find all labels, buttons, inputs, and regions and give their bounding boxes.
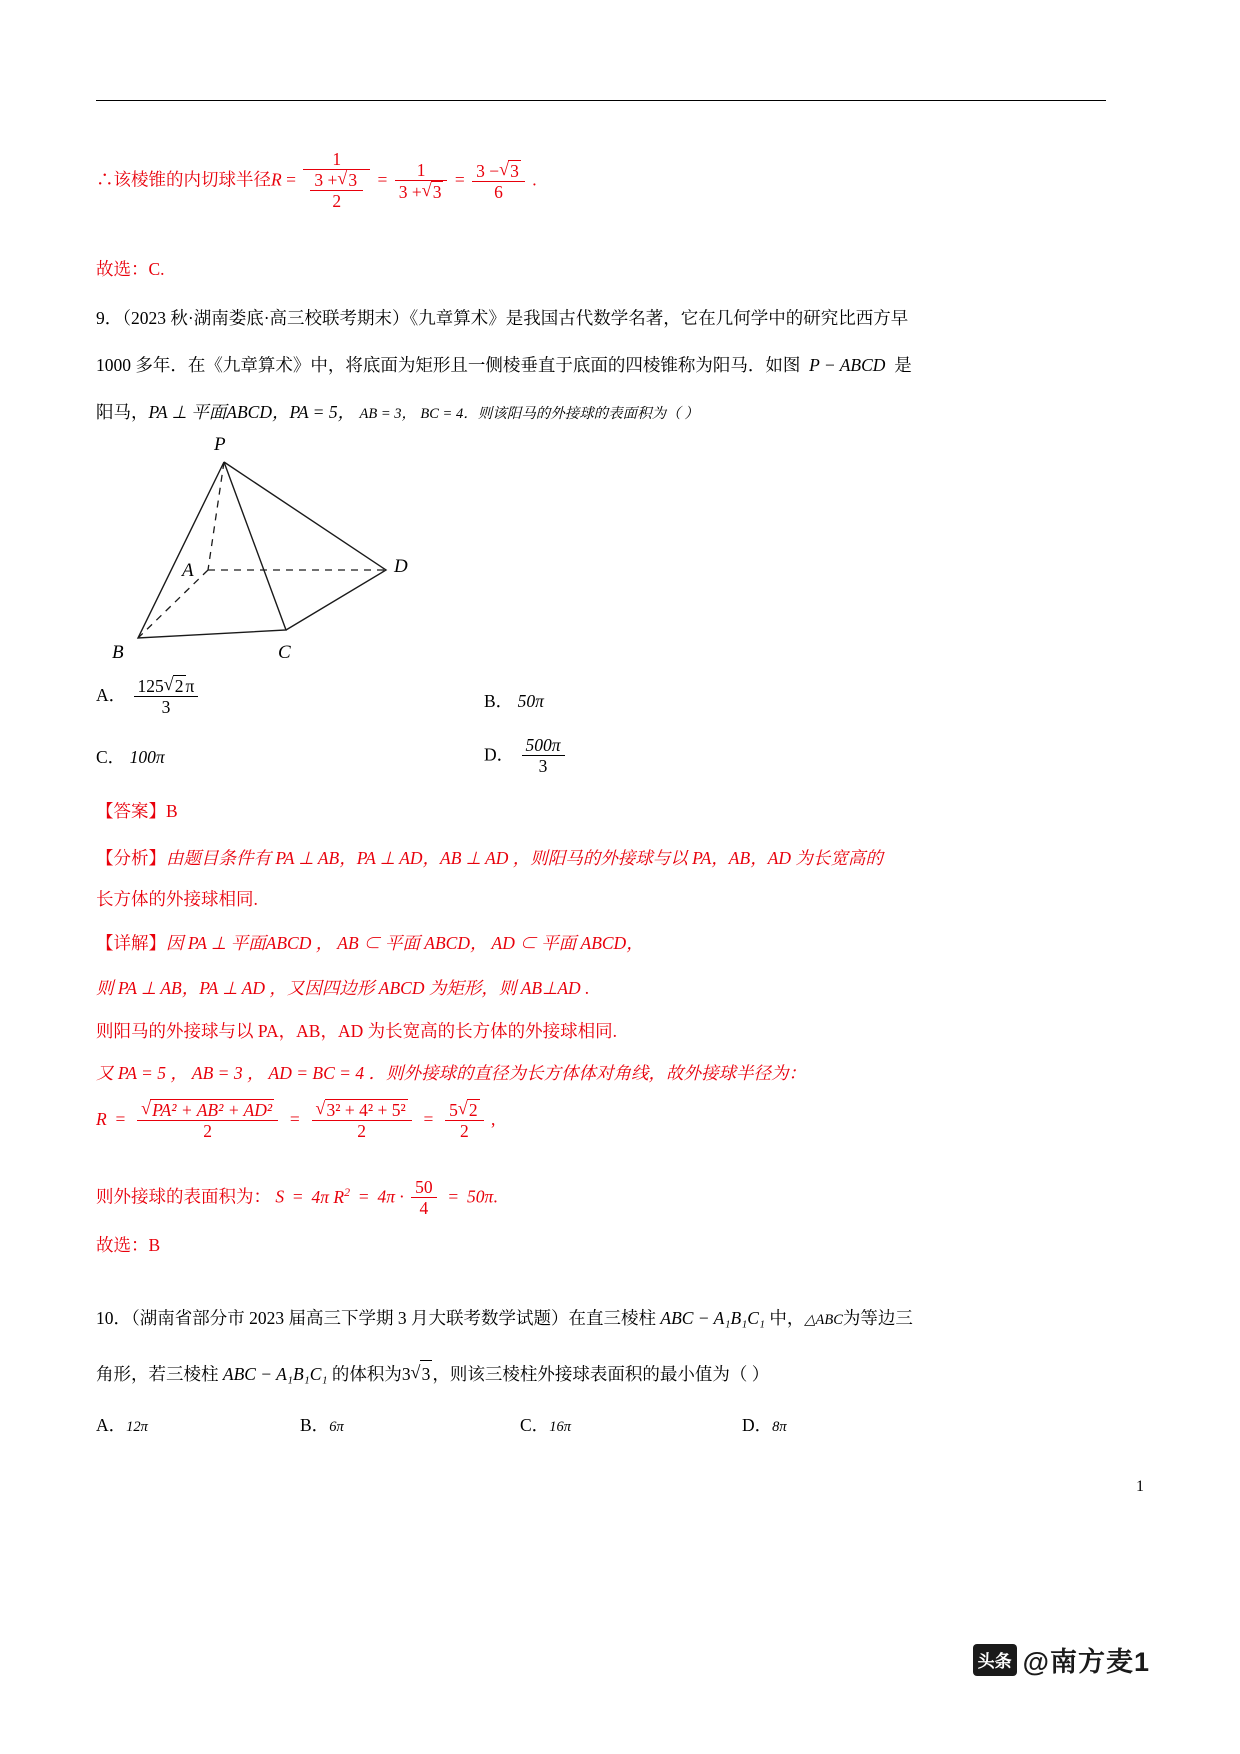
formula-fraction-1 <box>137 1099 278 1141</box>
q9-answer-tag: 【答案】 <box>96 801 166 821</box>
q9-option-c-label: C． <box>96 747 126 767</box>
question-10-source: （湖南省部分市 2023 届高三下学期 3 月大联考数学试题） <box>131 1308 569 1328</box>
surface-eq1: = <box>292 1186 303 1207</box>
q10-option-d-label: D． <box>742 1415 773 1435</box>
q9-option-d-label: D． <box>484 744 515 765</box>
num-pi: π <box>185 676 195 696</box>
surface-S: S <box>275 1186 285 1207</box>
inscribed-radius-formula <box>96 150 537 213</box>
question-9-source: （2023 秋·湖南娄底·高三校联考期末） <box>122 308 410 328</box>
sqrt-icon <box>316 1099 408 1120</box>
sqrt-content: PA² + AB² + AD² <box>152 1100 273 1120</box>
question-10-line-2 <box>96 1360 769 1387</box>
q9-option-c-value: 100π <box>129 747 165 767</box>
q9-option-d-value <box>522 735 565 776</box>
question-10-line-1 <box>96 1305 913 1332</box>
watermark-text: @南方麦1 <box>1022 1647 1150 1677</box>
sqrt-content: 3 <box>348 170 358 191</box>
q10-text-b: 中， <box>769 1308 805 1328</box>
q9-analysis-tag: 【分析】 <box>96 848 166 868</box>
fraction-denominator: 2 <box>137 1120 278 1141</box>
q9-option-d[interactable] <box>484 736 568 777</box>
nested-fraction <box>310 169 363 211</box>
sqrt-content: 3 <box>432 181 442 202</box>
question-9-number: 9 <box>96 308 105 328</box>
radius-fraction-1 <box>303 149 370 212</box>
sqrt-content: 2 <box>468 1100 478 1120</box>
q9-answer-row <box>96 798 178 824</box>
q10-option-a-label: A． <box>96 1415 127 1435</box>
question-9-text-1: 《九章算术》是我国古代数学名著，它在几何学中的研究比西方早 <box>409 308 909 328</box>
header-rule <box>96 100 1106 101</box>
fraction-numerator: 1 <box>416 159 426 180</box>
page-number: 1 <box>1136 1478 1144 1495</box>
q10-option-a[interactable] <box>96 1412 148 1437</box>
q9-detail-line-2 <box>96 975 589 1001</box>
q9-detail-line-3: 则阳马的外接球与以 PA，AB，AD 为长宽高的长方体的外接球相同. <box>96 1021 617 1041</box>
question-9-solid-label: P − ABCD <box>809 355 886 375</box>
sqrt-content: 3 <box>510 160 519 181</box>
surface-eq3: = <box>448 1186 459 1207</box>
q10-l2-c: ，则该三棱柱外接球表面积的最小值为（ ） <box>432 1364 770 1384</box>
label-D: D <box>394 556 408 577</box>
question-9-line-1 <box>96 305 908 331</box>
q9-final-answer: 故选：B <box>96 1235 161 1255</box>
watermark-badge: 头条 <box>973 1644 1017 1676</box>
q10-text-a: 在直三棱柱 <box>568 1308 656 1328</box>
radius-fraction-3 <box>472 160 525 202</box>
radius-var: R <box>271 169 282 190</box>
fraction-denominator <box>395 180 448 202</box>
nested-num-text: 3 + <box>314 170 338 191</box>
q10-option-c[interactable] <box>520 1412 571 1437</box>
sqrt-icon <box>499 160 521 181</box>
q10-option-b-value: 6π <box>329 1419 344 1435</box>
question-9-text-2-end: 是 <box>894 355 912 375</box>
q9-detail-tag: 【详解】 <box>96 933 166 953</box>
sqrt-icon <box>337 169 359 190</box>
q9-option-a[interactable] <box>96 676 201 718</box>
q9-l3-c: PA = 5， <box>289 402 356 422</box>
q10-option-d[interactable] <box>742 1412 787 1437</box>
q9-answer-value: B <box>166 801 178 821</box>
den-text: 3 + <box>398 181 422 202</box>
q10-option-d-value: 8π <box>772 1419 787 1435</box>
label-A: A <box>182 560 194 581</box>
nested-denominator: 2 <box>310 190 363 211</box>
fraction-numerator: 500π <box>525 735 561 755</box>
radius-eq1: = <box>286 169 296 190</box>
question-9-line-3 <box>96 399 699 426</box>
surface-term-2: 4π · <box>377 1186 404 1207</box>
q9-option-b-value: 50π <box>517 691 544 711</box>
formula-eq1: = <box>115 1109 126 1130</box>
q9-detail-text-4: 又 PA = 5 ， AB = 3 ， AD = BC = 4 ．则外接球的直径为长方体体对角线，故外接球半径为： <box>96 1063 806 1083</box>
q10-l2-b: 的体积为 <box>331 1364 402 1384</box>
surface-fraction <box>411 1177 437 1218</box>
q10-volume-coef: 3 <box>401 1364 411 1384</box>
q10-prism-label-2: ABC − A₁B₁C₁ <box>222 1364 328 1384</box>
sqrt-content: 3 <box>420 1360 433 1387</box>
q10-triangle-label: △ABC <box>804 1312 843 1328</box>
q9-option-a-value <box>134 675 199 717</box>
surface-prefix: 则外接球的表面积为： <box>96 1186 271 1207</box>
q9-formula-radius <box>96 1100 495 1142</box>
q9-l3-a: 阳马， <box>96 402 149 422</box>
q9-l3-d: AB = 3， <box>359 406 416 422</box>
num-coef: 125 <box>137 676 164 696</box>
num-text: 3 − <box>476 160 500 181</box>
q9-option-c[interactable] <box>96 744 165 769</box>
fraction-numerator <box>445 1099 484 1120</box>
radius-prefix: ∴该棱锥的内切球半径 <box>96 169 271 190</box>
q10-prism-label-1: ABC − A₁B₁C₁ <box>660 1308 765 1328</box>
q9-analysis-line-1 <box>96 845 883 871</box>
watermark <box>973 1640 1150 1680</box>
fraction-numerator <box>134 675 199 696</box>
q9-l3-e: BC = 4．则该阳马的外接球的表面积为（ ） <box>420 406 699 422</box>
sqrt-content: 2 <box>174 676 184 696</box>
q9-option-b-label: B． <box>484 691 514 711</box>
q9-analysis-text-1: 由题目条件有 PA ⊥ AB，PA ⊥ AD，AB ⊥ AD ，则阳马的外接球与以 PA，AB，AD 为长宽高的 <box>166 848 883 868</box>
q10-l2-a: 角形，若三棱柱 <box>96 1364 219 1384</box>
radius-period: . <box>532 169 537 190</box>
q9-dot: ． <box>104 308 123 328</box>
pyramid-figure <box>96 430 516 670</box>
fraction-denominator: 3 <box>134 696 199 717</box>
formula-lhs: R <box>96 1109 107 1130</box>
surface-result: 50π <box>466 1186 494 1207</box>
q9-surface-area-line <box>96 1178 498 1219</box>
sqrt-icon <box>164 675 186 696</box>
label-P: P <box>214 434 226 455</box>
q10-text-c: 为等边三 <box>842 1308 913 1328</box>
q10-dot: ． <box>113 1308 131 1328</box>
q10-option-c-label: C． <box>520 1415 550 1435</box>
formula-fraction-3 <box>445 1099 484 1141</box>
question-9-line-2 <box>96 352 912 378</box>
q9-option-b[interactable] <box>484 688 544 713</box>
question-10-number: 10 <box>96 1308 114 1328</box>
sqrt-icon <box>458 1099 480 1120</box>
question-9-text-2: 1000 多年．在《九章算术》中，将底面为矩形且一侧棱垂直于底面的四棱锥称为阳马．如图 <box>96 355 801 375</box>
nested-numerator <box>310 169 363 190</box>
fraction-denominator: 2 <box>445 1120 484 1141</box>
q9-detail-text-1: 因 PA ⊥ 平面ABCD ， AB ⊂ 平面 ABCD， AD ⊂ 平面 ABCD， <box>166 933 644 953</box>
fraction-denominator <box>303 169 370 212</box>
fraction-denominator: 4 <box>411 1197 437 1218</box>
q10-option-b[interactable] <box>300 1412 344 1437</box>
q9-detail-text-2: 则 PA ⊥ AB，PA ⊥ AD ，又因四边形 ABCD 为矩形，则 AB⊥AD . <box>96 978 590 998</box>
q9-option-a-label: A． <box>96 685 127 706</box>
label-B: B <box>112 642 124 663</box>
fraction-numerator <box>312 1099 412 1120</box>
surface-eq2: = <box>358 1186 369 1207</box>
sqrt-content: 3² + 4² + 5² <box>326 1100 406 1120</box>
fraction-numerator <box>137 1099 278 1120</box>
radius-eq2: = <box>377 169 388 190</box>
q9-detail-line-1 <box>96 930 644 956</box>
fraction-numerator: 50 <box>415 1177 433 1197</box>
q10-option-b-label: B． <box>300 1415 330 1435</box>
fraction-numerator <box>472 160 525 181</box>
pyramid-svg <box>96 430 516 670</box>
radius-fraction-2 <box>395 160 448 202</box>
radius-eq3: = <box>454 169 465 190</box>
formula-fraction-2 <box>312 1099 412 1141</box>
q9-detail-line-4 <box>96 1060 806 1086</box>
formula-eq3: = <box>423 1109 434 1130</box>
q9-analysis-line-2: 长方体的外接球相同. <box>96 889 258 909</box>
q10-option-c-value: 16π <box>549 1419 571 1435</box>
formula-eq2: = <box>289 1109 300 1130</box>
answer-choice-c: 故选：C. <box>96 259 165 279</box>
fraction-denominator: 2 <box>312 1120 412 1141</box>
q9-l3-b: PA ⊥ 平面ABCD， <box>148 402 290 422</box>
fraction-numerator: 1 <box>332 149 342 169</box>
formula-comma: , <box>491 1109 496 1130</box>
label-C: C <box>278 642 291 663</box>
q10-option-a-value: 12π <box>126 1419 148 1435</box>
num-coef: 5 <box>449 1100 458 1120</box>
sqrt-icon <box>411 1360 433 1387</box>
sqrt-icon <box>422 181 444 202</box>
surface-period: . <box>493 1186 498 1207</box>
surface-term-1: 4π $R^2$ <box>311 1184 351 1207</box>
fraction-denominator: 3 <box>522 755 565 776</box>
sqrt-icon <box>141 1099 274 1120</box>
fraction-denominator: 6 <box>472 181 525 202</box>
